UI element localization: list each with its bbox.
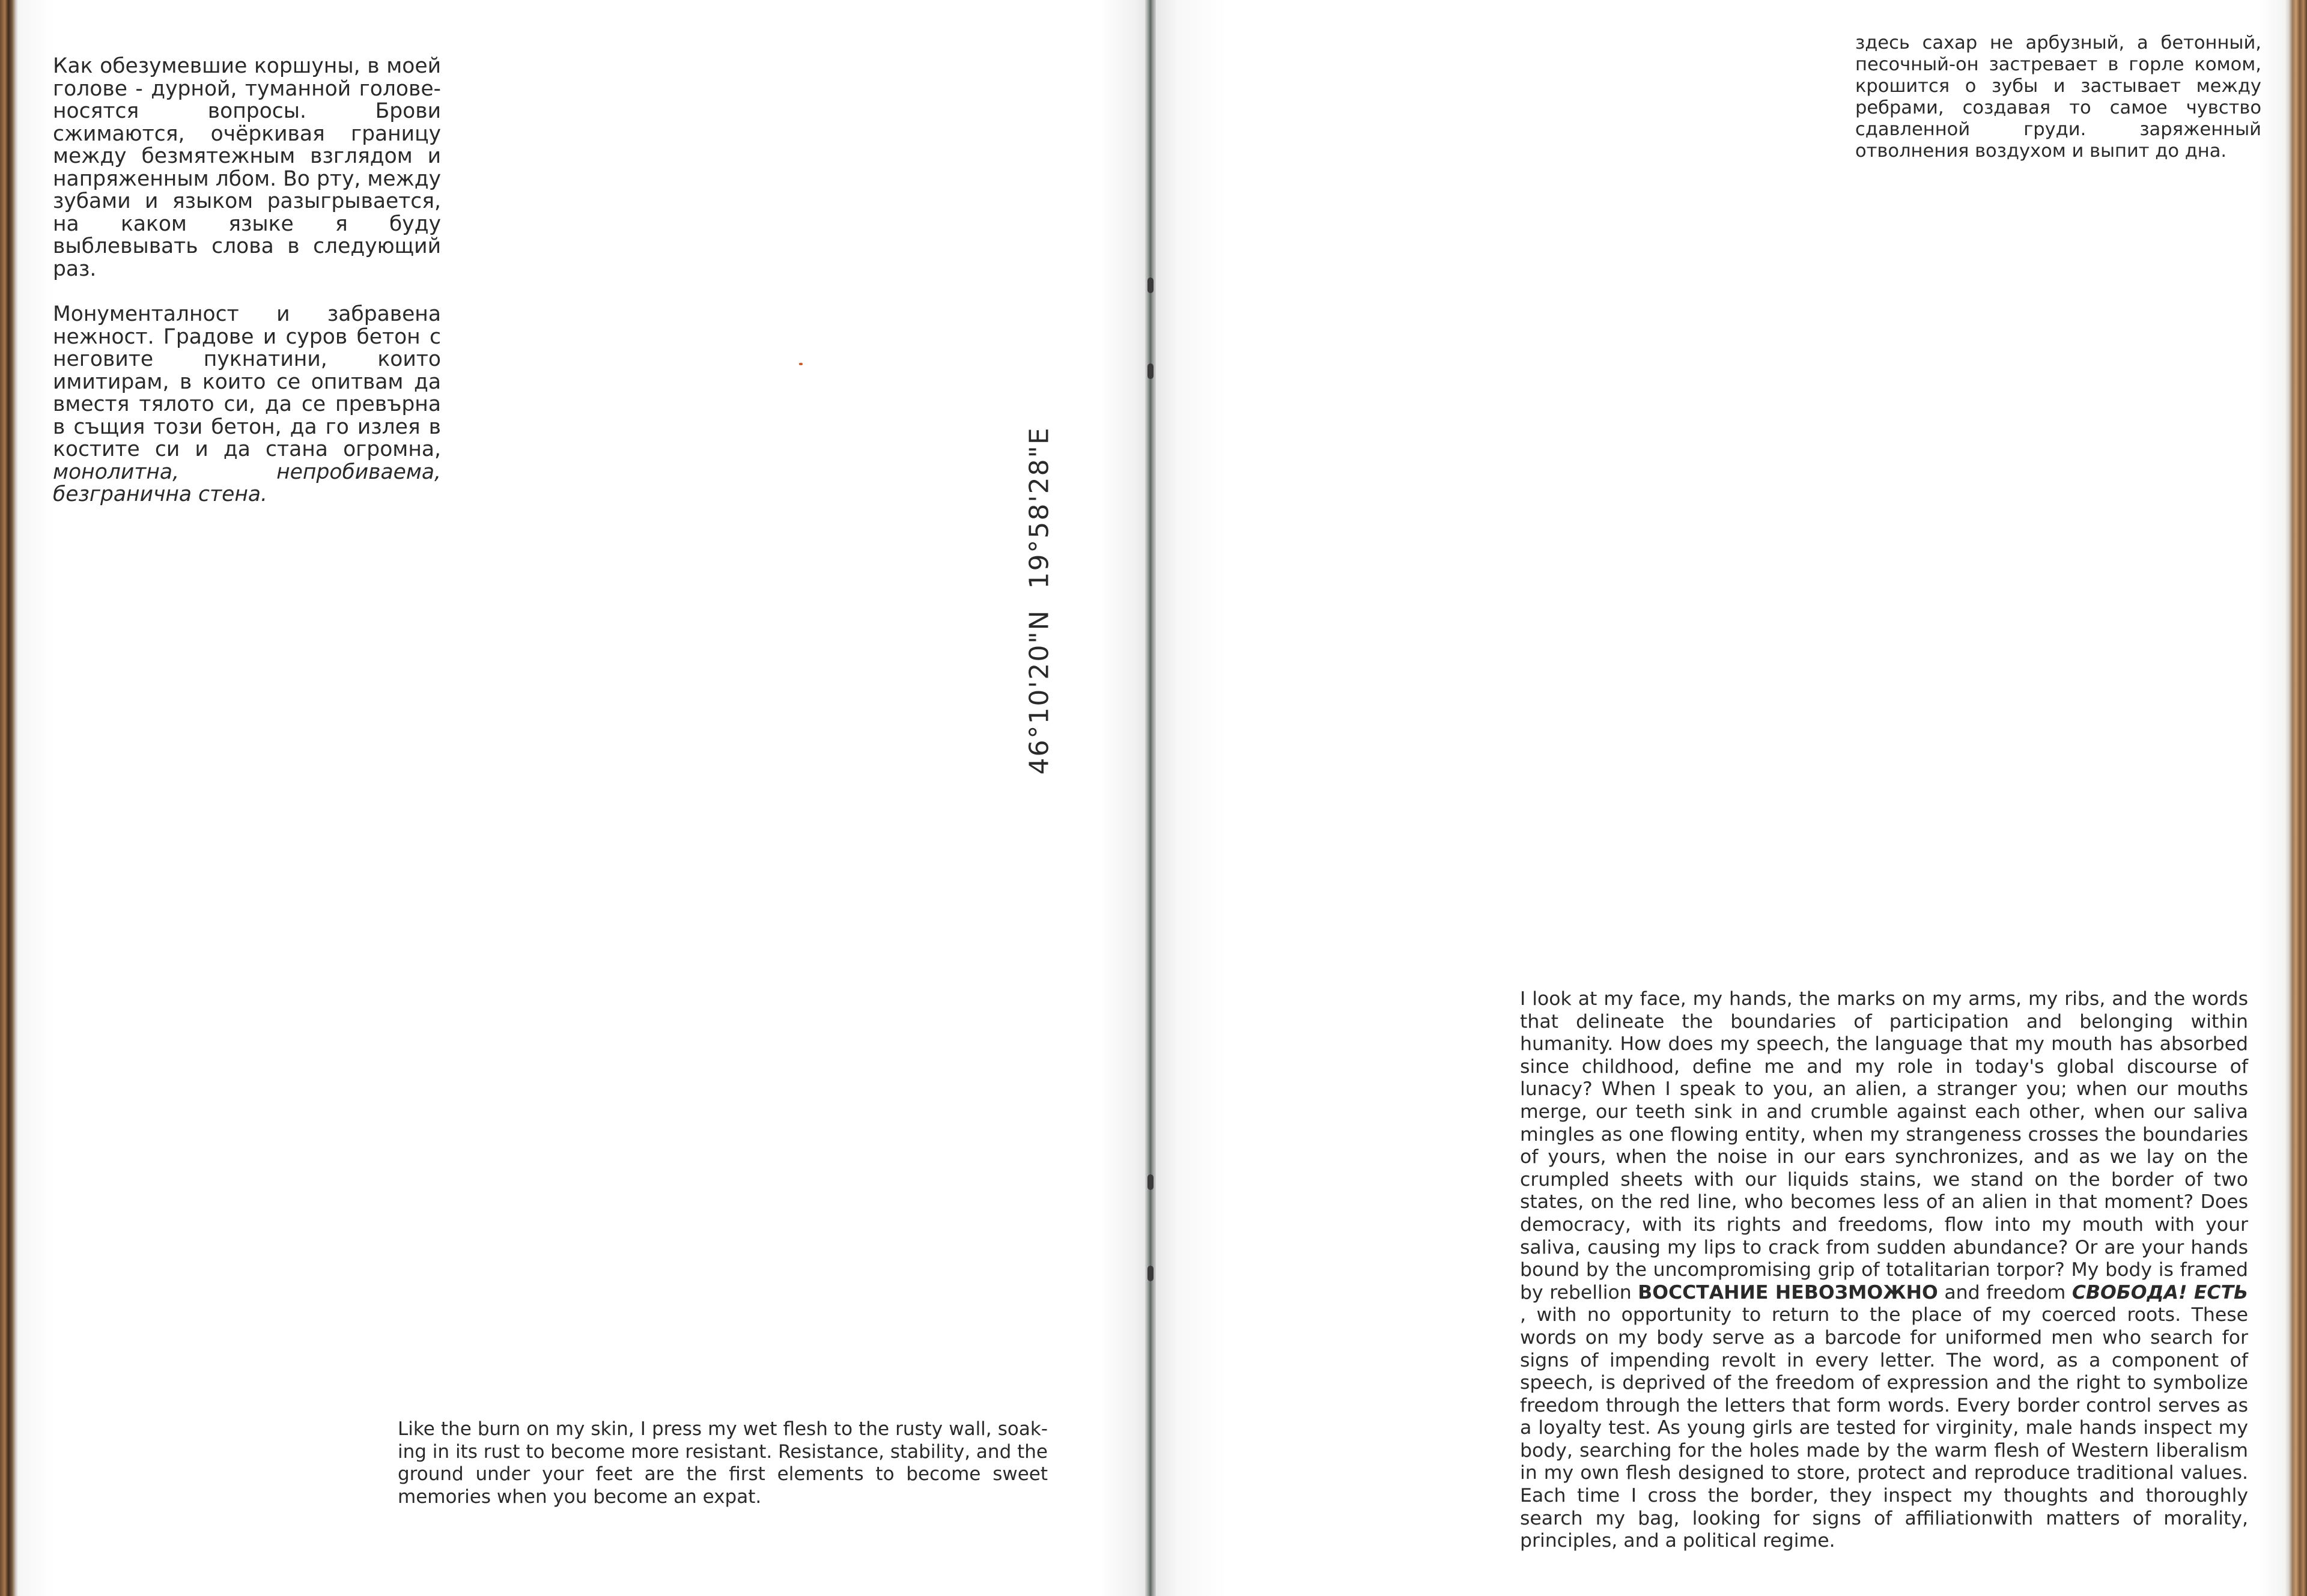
- book-spine: [1145, 0, 1156, 1596]
- left-english-text: Like the burn on my skin, I press my wet flesh to the rusty wall, soaking in its rust to become more resistant. Resistance, stability, and the ground under your feet are the first elements to become sweet memories when you become an expat.: [398, 1418, 1048, 1508]
- english-text-part-1: I look at my face, my hands, the marks on my arms, my ribs, and the words that delineate the boundaries of participation and belonging within humanity. How does my speech, the language that my mouth has absorbed since childhood, define me and my role in today's global discourse of lunacy? When I speak to you, an alien, a stranger you; when our mouths merge, our teeth sink in and crumble against each other, when our saliva mingles as one flowing entity, when my strangeness crosses the boundaries of yours, when the noise in our ears synchronizes, and as we lay on the crumpled sheets with our liquids stains, we stand on the border of two states, on the red line, who becomes less of an alien in that moment? Does democracy, with its rights and freedoms, flow into my mouth with your saliva, causing my lips to crack from sudden abundance? Or are your hands bound by the uncompromising grip of totalitarian torpor? My body is framed by rebellion: [1520, 988, 2248, 1303]
- stitch-mark: [1147, 363, 1154, 379]
- book-right-edge: [2285, 0, 2307, 1596]
- left-russian-paragraph: [53, 55, 441, 281]
- bulgarian-italic-text: монолитна, непробиваема, безгранична стена.: [53, 460, 441, 506]
- bulgarian-regular-text: Монументалност и забравена нежност. Градове и суров бетон с неговите пукнатини, които имитирам, в които се опитвам да вместя тялото си, да се превърна в същия този бетон, да го излея в костите си и да стана огромна,: [53, 302, 441, 461]
- right-russian-text: здесь сахар не арбузный, а бетонный, песочный-он застревает в горле комом, крошится о зубы и застывает между ребрами, создавая то самое чувство сдавленной груди. заряженный отволнения воздухом и выпит до дна.: [1855, 32, 2261, 162]
- stitch-mark: [1147, 1266, 1154, 1281]
- left-bulgarian-text: [53, 303, 441, 506]
- latitude-text: 46°10'20"N: [1024, 609, 1055, 775]
- stitch-mark: [1147, 278, 1154, 293]
- paper-speck: [799, 363, 803, 365]
- left-english-paragraph: [398, 1418, 1048, 1508]
- longitude-text: 19°58'28"E: [1024, 426, 1055, 589]
- english-text-part-2: and freedom: [1938, 1281, 2072, 1303]
- book-left-edge: [0, 0, 18, 1596]
- right-english-text: [1520, 988, 2248, 1553]
- coordinates-label: [1024, 426, 1055, 774]
- right-russian-paragraph: [1855, 32, 2261, 162]
- freedom-phrase: СВОБОДА! ЕСТЬ: [2071, 1281, 2248, 1303]
- stitch-mark: [1147, 1174, 1154, 1190]
- left-russian-text: Как обезумевшие коршуны, в моей голове - дурной, туманной голове- носятся вопросы. Брови сжимаются, очёркивая границу между безмятежным взглядом и напряженным лбом. Во рту, между зубами и языком разыгрывается, на каком языке я буду выблевывать слова в следующий раз.: [53, 54, 441, 281]
- left-bulgarian-paragraph: [53, 303, 441, 506]
- right-english-paragraph: [1520, 988, 2248, 1553]
- rebellion-phrase: ВОССТАНИЕ НЕВОЗМОЖНО: [1638, 1281, 1938, 1303]
- english-text-part-3: , with no opportunity to return to the place of my coerced roots. These words on my body serve as a barcode for uniformed men who search for signs of impending revolt in every letter. The word, as a component of speech, is deprived of the freedom of expression and the right to symbolize freedom through the letters that form words. Every border control serves as a loyalty test. As young girls are tested for virginity, male hands inspect my body, searching for the holes made by the warm flesh of Western liberalism in my own flesh designed to store, protect and reproduce traditional values. Each time I cross the border, they inspect my thoughts and thoroughly search my bag, looking for signs of affiliationwith matters of morality, principles, and a political regime.: [1520, 1304, 2248, 1552]
